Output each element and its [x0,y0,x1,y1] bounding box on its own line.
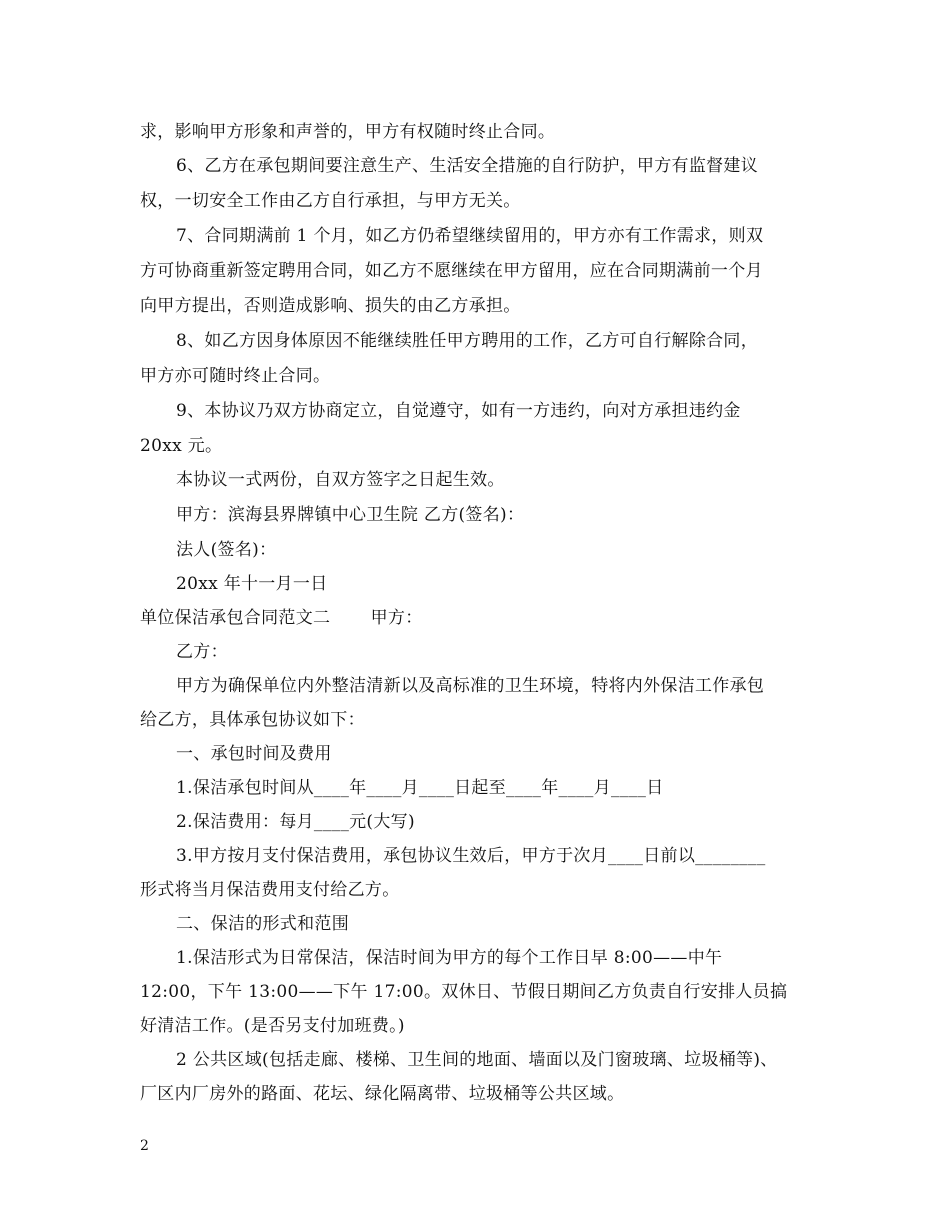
text-line: 7、合同期满前 1 个月，如乙方仍希望继续留用的，甲方亦有工作需求，则双 [176,226,764,246]
text-line: 3.甲方按月支付保洁费用，承包协议生效后，甲方于次月____日前以________ [176,846,766,866]
text-line: 20xx 元。 [140,436,223,456]
text-line: 1.保洁形式为日常保洁，保洁时间为甲方的每个工作日早 8:00——中午 [176,948,723,968]
text-line: 二、保洁的形式和范围 [176,914,349,934]
text-line: 好清洁工作。(是否另支付加班费。) [140,1016,405,1036]
text-line: 8、如乙方因身体原因不能继续胜任甲方聘用的工作，乙方可自行解除合同， [176,331,759,351]
text-line: 12:00，下午 13:00——下午 17:00。双休日、节假日期间乙方负责自行安排人员搞 [140,982,788,1002]
text-line: 一、承包时间及费用 [176,744,332,764]
text-line: 乙方： [176,642,228,662]
text-line: 权，一切安全工作由乙方自行承担，与甲方无关。 [140,191,521,211]
text-line: 甲方亦可随时终止合同。 [140,366,331,386]
page-number: 2 [140,1138,149,1154]
text-line: 本协议一式两份，自双方签字之日起生效。 [176,470,505,490]
text-line: 形式将当月保洁费用支付给乙方。 [140,880,400,900]
text-line: 2.保洁费用：每月____元(大写) [176,812,415,832]
text-line: 给乙方，具体承包协议如下： [140,710,365,730]
signature-line: 法人(签名)： [176,540,277,560]
text-line: 甲方为确保单位内外整洁清新以及高标准的卫生环境，特将内外保洁工作承包 [176,676,765,696]
text-line: 9、本协议乃双方协商定立，自觉遵守，如有一方违约，向对方承担违约金 [176,401,741,421]
signature-line: 甲方：滨海县界牌镇中心卫生院 乙方(签名)： [176,505,525,525]
section-heading: 单位保洁承包合同范文二 甲方： [140,608,423,628]
text-line: 厂区内厂房外的路面、花坛、绿化隔离带、垃圾桶等公共区域。 [140,1084,625,1104]
text-line: 1.保洁承包时间从____年____月____日起至____年____月____日 [176,778,664,798]
text-line: 2 公共区域(包括走廊、楼梯、卫生间的地面、墙面以及门窗玻璃、垃圾桶等)、 [176,1050,778,1070]
text-line: 向甲方提出，否则造成影响、损失的由乙方承担。 [140,296,521,316]
text-line: 6、乙方在承包期间要注意生产、生活安全措施的自行防护，甲方有监督建议 [176,156,759,176]
text-line: 方可协商重新签定聘用合同，如乙方不愿继续在甲方留用，应在合同期满前一个月 [140,261,763,281]
date-line: 20xx 年十一月一日 [176,574,328,594]
text-line: 求，影响甲方形象和声誉的，甲方有权随时终止合同。 [140,122,556,142]
